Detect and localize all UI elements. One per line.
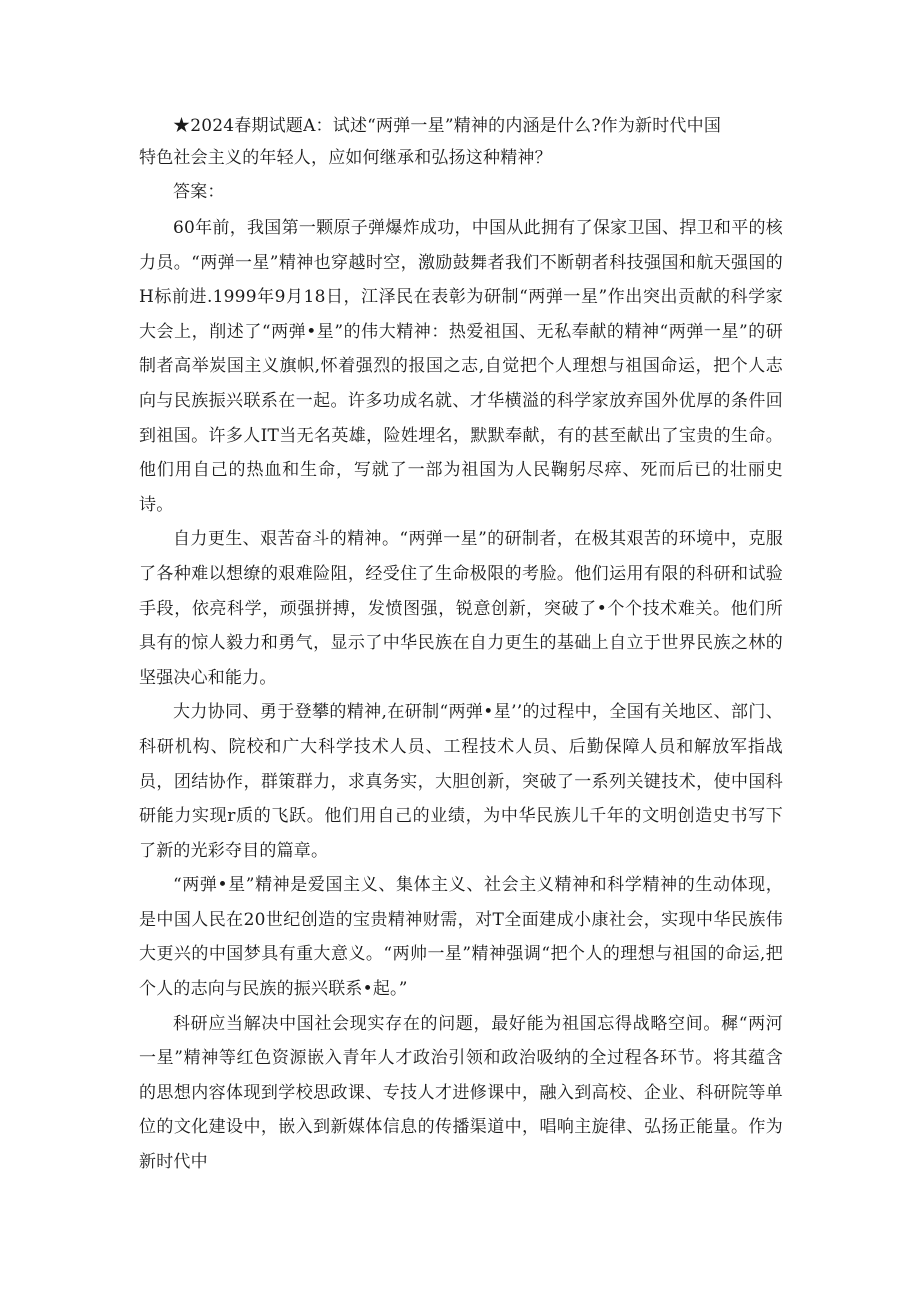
paragraph-1: 60年前，我国第一颗原子弹爆炸成功，中国从此拥有了保家卫国、捍卫和平的核力员。“两弹一星”精神也穿越时空，激励鼓舞者我们不断朝者科技强国和航天强国的H标前进.1999年9月18日，江泽民在表彰为研制“两弹一星”作出突出贡献的科学家大会上，削述了“两弹•星”的伟大精神：热爱祖国、无私奉献的精神“两弹一星”的研制者高举炭国主义旗帜,怀着强烈的报国之志,自觉把个人理想与祖国命运，把个人志向与民族振兴联系在一起。许多功成名就、才华横溢的科学家放弃国外优厚的条件回到祖国。许多人IT当无名英雄，险姓埋名，默默奉献，有的甚至献出了宝贵的生命。他们用自己的热血和生命，写就了一部为祖国为人民鞠躬尽瘁、死而后已的壮丽史诗。 bbox=[139, 218, 783, 515]
paragraph-5: 科研应当解决中国社会现实存在的问题，最好能为祖国忘得战略空间。穉“两河一星”精神等红色资源嵌入青年人才政治引领和政治吸纳的全过程各环节。将其蕴含的思想内容体现到学校思政课、专技人才进修课中，融入到高校、企业、科研院等单位的文化建设中，嵌入到新媒体信息的传播渠道中，唱响主旋律、弘扬正能量。作为新时代中 bbox=[139, 1013, 783, 1173]
paragraph-4: “两弹•星”精神是爱国主义、集体主义、社会主义精神和科学精神的生动体现，是中国人民在20世纪创造的宝贵精神财需，对T全面建成小康社会，实现中华民族伟大更兴的中国梦具有重大意义。“两帅一星”精神强调“把个人的理想与祖国的命运,把个人的志向与民族的振兴联系•起。” bbox=[139, 875, 783, 1000]
answer-label: 答案： bbox=[173, 182, 225, 202]
document-body bbox=[139, 110, 783, 1180]
question-text bbox=[139, 110, 739, 174]
question-line-1: ★2024春期试题A：试述“两弹一星”精神的内涵是什么?作为新时代中国 bbox=[173, 116, 722, 136]
paragraph-2: 自力更生、艰苦奋斗的精神。“两弹一星”的研制者，在极其艰苦的环境中，克服了各种难以想缭的艰难险阻，经受住了生命极限的考脸。他们运用有限的科研和试验手段，依亮科学，顽强拼搏，发愤图强，锐意创新，突破了•个个技术难关。他们所具有的惊人毅力和勇气，显示了中华民族在自力更生的基础上自立于世界民族之林的坚强决心和能力。 bbox=[139, 529, 783, 688]
question-line-2: 特色社会主义的年轻人，应如何继承和弘扬这种精神？ bbox=[139, 148, 552, 168]
paragraph-3: 大力协同、勇于登攀的精神,在研制“两弹•星’’的过程中，全国有关地区、部门、科研机构、院校和广大科学技术人员、工程技术人员、后勤保障人员和解放军指战员，团结协作，群策群力，求真务实，大胆创新，突破了一系列关键技术，使中国科研能力实现r质的飞跃。他们用自己的业绩，为中华民族儿千年的文明创造史书写下了新的光彩夺目的篇章。 bbox=[139, 702, 783, 861]
